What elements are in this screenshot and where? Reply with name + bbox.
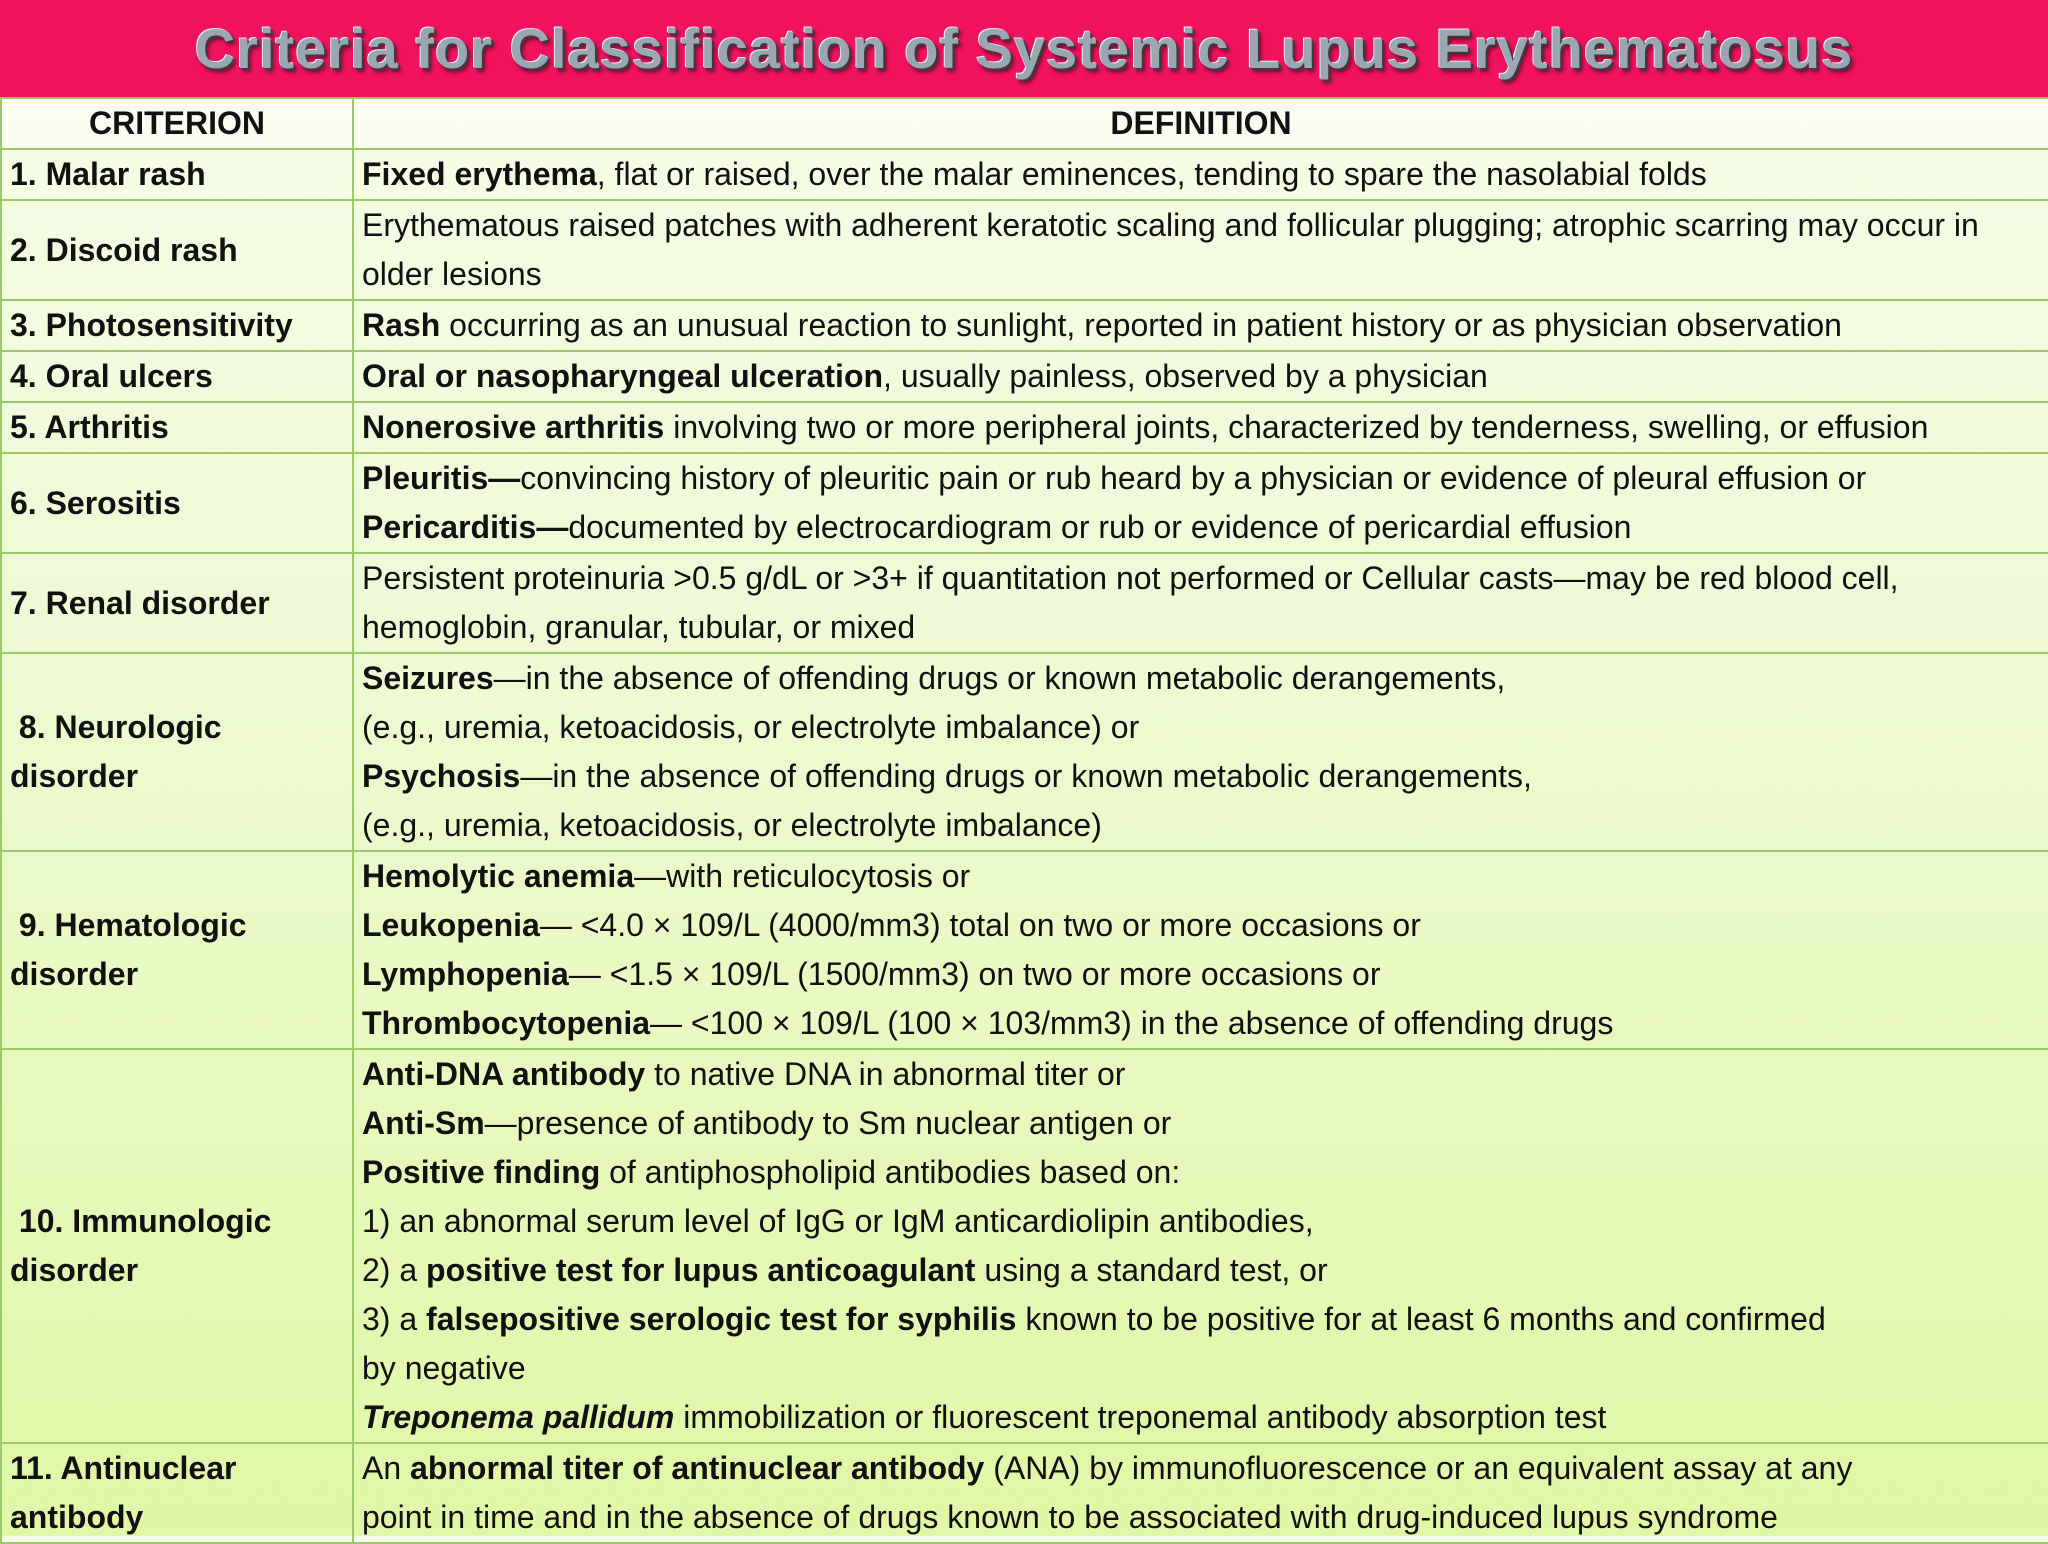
definition-bold-term: abnormal titer of antinuclear antibody: [410, 1450, 985, 1486]
definition-cell: [353, 851, 2048, 1049]
definition-cell: [353, 200, 2048, 300]
definition-bold-term: Thrombocytopenia: [362, 1005, 651, 1041]
criterion-cell: 5. Arthritis: [1, 402, 353, 453]
definition-bold-term: Anti-Sm: [362, 1105, 485, 1141]
definition-line: [362, 403, 2040, 452]
definition-text: convincing history of pleuritic pain or rub heard by a physician or evidence of pleural effusion or: [520, 460, 1867, 496]
definition-bold-term: Oral or nasopharyngeal ulceration: [362, 358, 884, 394]
definition-text: —in the absence of offending drugs or known metabolic derangements,: [493, 660, 1506, 696]
definition-cell: [353, 1049, 2048, 1443]
definition-bold-term: falsepositive serologic test for syphilis: [426, 1301, 1017, 1337]
definition-text: of antiphospholipid antibodies based on:: [600, 1154, 1181, 1190]
definition-bold-term: Nonerosive arthritis: [362, 409, 665, 445]
definition-text: (e.g., uremia, ketoacidosis, or electrolyte imbalance): [362, 807, 1102, 843]
page-title: Criteria for Classification of Systemic Lupus Erythematosus: [194, 17, 1854, 80]
definition-cell: [353, 653, 2048, 851]
definition-text: immobilization or fluorescent treponemal antibody absorption test: [674, 1399, 1607, 1435]
table-row: [1, 1049, 2048, 1443]
definition-line: [362, 752, 2040, 801]
criterion-column-header: CRITERION: [1, 98, 353, 149]
definition-text: , usually painless, observed by a physician: [883, 358, 1488, 394]
definition-bold-term: Lymphopenia: [362, 956, 569, 992]
definition-text: by negative: [362, 1350, 526, 1386]
definition-line: [362, 703, 2040, 752]
definition-cell: [353, 402, 2048, 453]
definition-line: [362, 301, 2040, 350]
table-row: [1, 351, 2048, 402]
definition-text: Persistent proteinuria >0.5 g/dL or >3+ if quantitation not performed or Cellular casts—may be red blood cell, hemoglobin, granular, tubular, or mixed: [362, 560, 1899, 645]
definition-column-header: DEFINITION: [353, 98, 2048, 149]
definition-line: [362, 1493, 2040, 1542]
definition-line: [362, 1246, 2040, 1295]
definition-line: [362, 201, 2040, 299]
definition-line: [362, 352, 2040, 401]
table-row: [1, 453, 2048, 553]
definition-text: 3) a: [362, 1301, 427, 1337]
criterion-cell: 7. Renal disorder: [1, 553, 353, 653]
definition-line: [362, 1393, 2040, 1442]
definition-bold-term: Psychosis: [362, 758, 521, 794]
table-row: [1, 300, 2048, 351]
definition-text: —with reticulocytosis or: [634, 858, 971, 894]
criterion-cell: 3. Photosensitivity: [1, 300, 353, 351]
definition-text: 2) a: [362, 1252, 427, 1288]
definition-line: [362, 852, 2040, 901]
definition-bold-term: Leukopenia: [362, 907, 540, 943]
criterion-cell: 10. Immunologic disorder: [1, 1049, 353, 1443]
title-banner: [0, 0, 2048, 97]
definition-text: point in time and in the absence of drugs known to be associated with drug-induced lupus syndrome: [362, 1499, 1778, 1535]
definition-text: to native DNA in abnormal titer or: [645, 1056, 1126, 1092]
definition-line: [362, 1099, 2040, 1148]
definition-line: [362, 950, 2040, 999]
criterion-cell: 9. Hematologic disorder: [1, 851, 353, 1049]
definition-line: [362, 801, 2040, 850]
criterion-cell: 8. Neurologic disorder: [1, 653, 353, 851]
criterion-cell: 4. Oral ulcers: [1, 351, 353, 402]
definition-text: (ANA) by immunofluorescence or an equivalent assay at any: [984, 1450, 1853, 1486]
definition-bold-term: Seizures: [362, 660, 494, 696]
definition-text: (e.g., uremia, ketoacidosis, or electrolyte imbalance) or: [362, 709, 1140, 745]
definition-text: — <1.5 × 109/L (1500/mm3) on two or more occasions or: [568, 956, 1381, 992]
definition-line: [362, 503, 2040, 552]
table-row: [1, 402, 2048, 453]
definition-cell: [353, 453, 2048, 553]
definition-bold-term: Hemolytic anemia: [362, 858, 635, 894]
table-row: [1, 200, 2048, 300]
definition-text: using a standard test, or: [975, 1252, 1328, 1288]
table-header-row: [1, 98, 2048, 149]
criterion-cell: 11. Antinuclear antibody: [1, 1443, 353, 1543]
definition-text: Erythematous raised patches with adherent keratotic scaling and follicular plugging; atrophic scarring may occur in older lesions: [362, 207, 1979, 292]
definition-line: [362, 1344, 2040, 1393]
definition-cell: [353, 351, 2048, 402]
definition-line: [362, 454, 2040, 503]
definition-text: — <4.0 × 109/L (4000/mm3) total on two or more occasions or: [539, 907, 1421, 943]
definition-cell: [353, 300, 2048, 351]
definition-line: [362, 1197, 2040, 1246]
definition-text: —in the absence of offending drugs or known metabolic derangements,: [520, 758, 1532, 794]
table-row: [1, 653, 2048, 851]
definition-text: — <100 × 109/L (100 × 103/mm3) in the absence of offending drugs: [650, 1005, 1614, 1041]
definition-text: An: [362, 1450, 411, 1486]
definition-line: [362, 1050, 2040, 1099]
definition-text: documented by electrocardiogram or rub or evidence of pericardial effusion: [568, 509, 1632, 545]
table-row: [1, 1443, 2048, 1543]
definition-bold-term: Fixed erythema: [362, 156, 597, 192]
definition-bold-term: Pericarditis—: [362, 509, 569, 545]
definition-cell: [353, 1443, 2048, 1543]
definition-cell: [353, 553, 2048, 653]
definition-line: [362, 901, 2040, 950]
definition-text: 1) an abnormal serum level of IgG or IgM anticardiolipin antibodies,: [362, 1203, 1314, 1239]
definition-bold-term: Treponema pallidum: [362, 1399, 675, 1435]
definition-cell: [353, 149, 2048, 200]
table-row: [1, 553, 2048, 653]
definition-line: [362, 150, 2040, 199]
definition-bold-term: Pleuritis—: [362, 460, 521, 496]
definition-text: , flat or raised, over the malar eminences, tending to spare the nasolabial folds: [596, 156, 1707, 192]
definition-line: [362, 554, 2040, 652]
definition-bold-term: Anti-DNA antibody: [362, 1056, 646, 1092]
table-body: [1, 149, 2048, 1543]
definition-bold-term: Positive finding: [362, 1154, 601, 1190]
definition-line: [362, 654, 2040, 703]
definition-text: involving two or more peripheral joints, characterized by tenderness, swelling, or effusion: [664, 409, 1929, 445]
criterion-cell: 2. Discoid rash: [1, 200, 353, 300]
table-row: [1, 149, 2048, 200]
definition-text: —presence of antibody to Sm nuclear antigen or: [484, 1105, 1172, 1141]
definition-text: occurring as an unusual reaction to sunlight, reported in patient history or as physician observation: [440, 307, 1842, 343]
definition-line: [362, 1295, 2040, 1344]
criteria-table: [0, 97, 2048, 1544]
definition-line: [362, 1148, 2040, 1197]
table-row: [1, 851, 2048, 1049]
definition-bold-term: Rash: [362, 307, 441, 343]
definition-bold-term: positive test for lupus anticoagulant: [426, 1252, 976, 1288]
definition-text: known to be positive for at least 6 months and confirmed: [1016, 1301, 1826, 1337]
criterion-cell: 1. Malar rash: [1, 149, 353, 200]
definition-line: [362, 999, 2040, 1048]
criterion-cell: 6. Serositis: [1, 453, 353, 553]
definition-line: [362, 1444, 2040, 1493]
